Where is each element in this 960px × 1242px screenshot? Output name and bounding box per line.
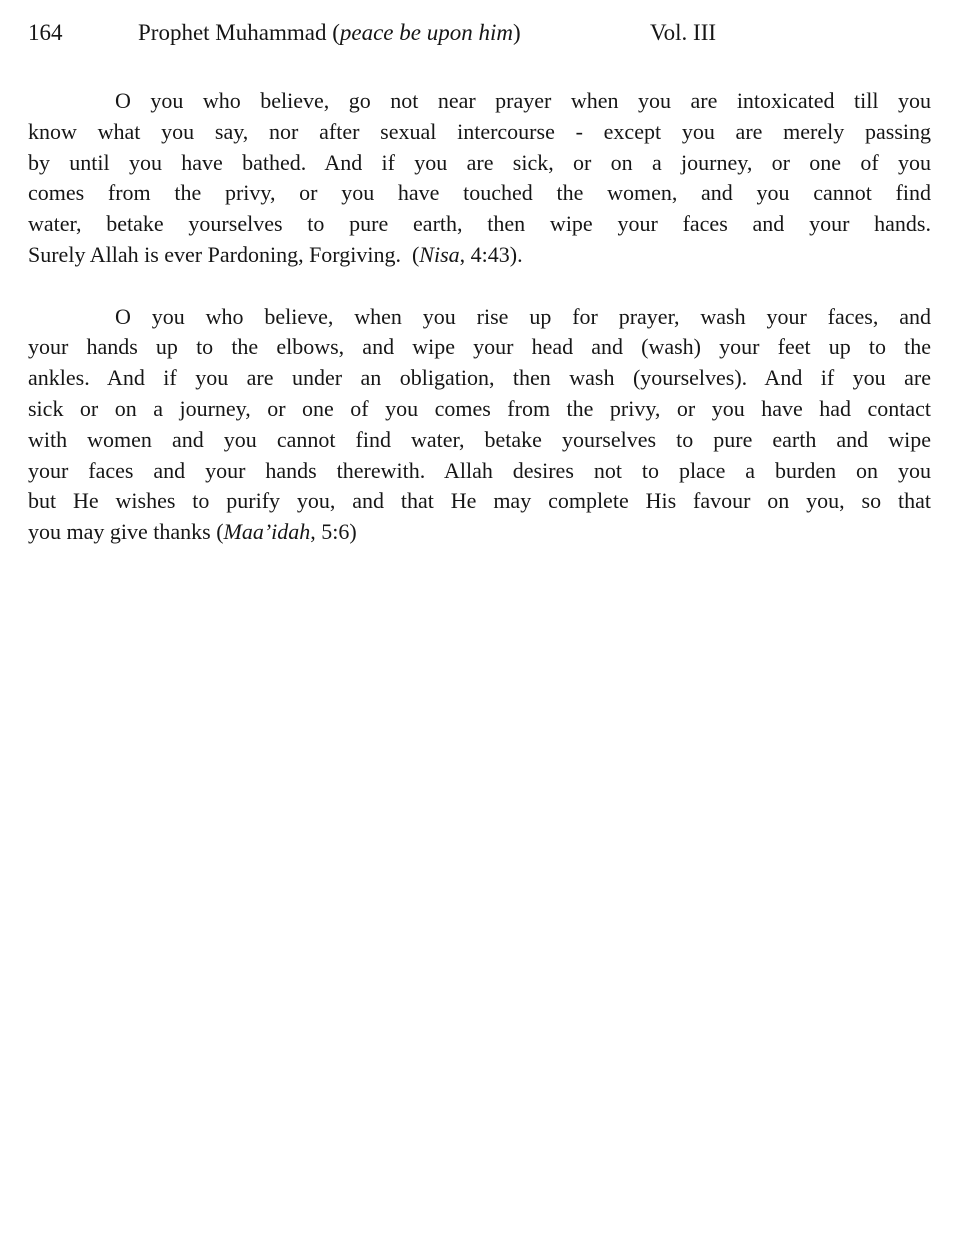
text-line: sick or on a journey, or one of you comes from the privy, or you have had contact [28,395,931,421]
text-line: you may give thanks (Maa’idah, 5:6) [28,519,357,545]
running-title [138,19,521,47]
text-line: O you who believe, go not near prayer when you are intoxicated till you [115,88,931,113]
paragraph-2 [28,302,931,548]
text-line: water, betake yourselves to pure earth, then wipe your faces and your hands. [28,211,931,237]
text-line: your hands up to the elbows, and wipe your head and (wash) your feet up to the [28,334,931,360]
text-line: with women and you cannot find water, betake yourselves to pure earth and wipe [28,426,931,452]
page-number: 164 [28,20,63,45]
text-line: but He wishes to purify you, and that He may complete His favour on you, so that [28,488,931,514]
page-header [0,19,960,49]
text-line: comes from the privy, or you have touched the women, and you cannot find [28,180,931,206]
body-text [28,86,931,548]
running-title-italic: peace be upon him [339,20,513,45]
volume-label: Vol. III [650,20,717,45]
text-line: by until you have bathed. And if you are sick, or on a journey, or one of you [28,149,931,175]
running-title-suffix: ) [512,20,521,45]
text-line: O you who believe, when you rise up for prayer, wash your faces, and [115,303,931,329]
text-line: know what you say, nor after sexual intercourse - except you are merely passing [28,118,931,144]
text-line: ankles. And if you are under an obligation, then wash (yourselves). And if you are [28,365,931,391]
text-line: Surely Allah is ever Pardoning, Forgiving. (Nisa, 4:43). [28,241,523,267]
running-title-prefix: Prophet Muhammad ( [138,20,340,45]
text-line: your faces and your hands therewith. Allah desires not to place a burden on you [28,457,931,483]
paragraph-1 [28,86,931,271]
